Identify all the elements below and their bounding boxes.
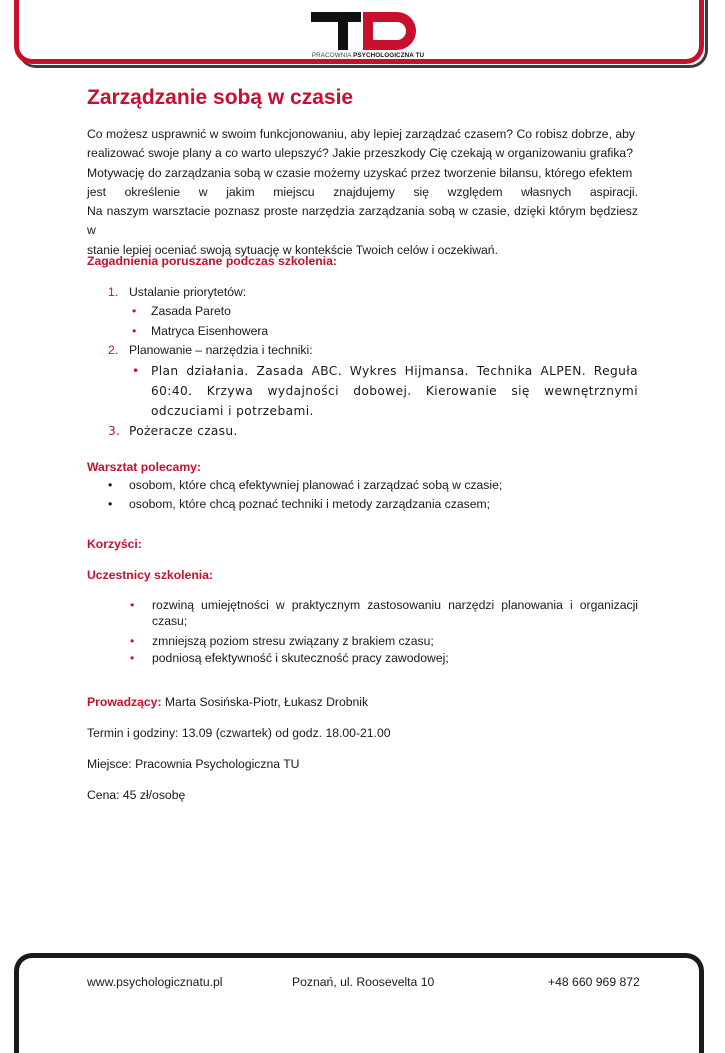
list-subitem: • Matryca Eisenhowera bbox=[108, 322, 648, 341]
topics-heading: Zagadnienia poruszane podczas szkolenia: bbox=[87, 254, 337, 268]
bullet-icon: • bbox=[108, 497, 113, 512]
place: Miejsce: Pracownia Psychologiczna TU bbox=[87, 757, 300, 771]
bullet-icon: • bbox=[132, 323, 137, 338]
bullet-icon: • bbox=[132, 304, 137, 319]
intro-line: Co możesz usprawnić w swoim funkcjonowaniu, aby lepiej zarządzać czasem? Co robisz dobrze, aby bbox=[87, 127, 636, 141]
date-time: Termin i godziny: 13.09 (czwartek) od godz. 18.00-21.00 bbox=[87, 726, 391, 740]
intro-line: stanie lepiej oceniać swoją sytuację w kontekście Twoich celów i oczekiwań. bbox=[87, 242, 498, 257]
recommend-list bbox=[108, 476, 648, 515]
list-item: • podniosą efektywność i skuteczność pracy zawodowej; bbox=[130, 651, 449, 665]
participants-heading: Uczestnicy szkolenia: bbox=[87, 568, 213, 582]
list-item: • rozwiną umiejętności w praktycznym zastosowaniu narzędzi planowania i organizacji czasu; bbox=[130, 598, 638, 628]
bullet-icon: • bbox=[108, 478, 113, 492]
intro-line: Motywację do zarządzania sobą w czasie możemy uzyskać przez tworzenie bilansu, którego efektem bbox=[87, 165, 633, 180]
list-subitem: • Zasada Pareto bbox=[108, 302, 648, 321]
list-item: 3. Pożeracze czasu. bbox=[108, 424, 238, 439]
logo-text: PRACOWNIA PSYCHOLOGICZNA TU bbox=[311, 52, 425, 59]
bullet-icon: • bbox=[132, 364, 140, 379]
list-subitem: • Plan działania. Zasada ABC. Wykres Hijmansa. Technika ALPEN. Reguła 60:40. Krzywa wydajności dobowej. Kierowanie się wewnętrznymi odczuciami i potrzebami. bbox=[108, 361, 648, 421]
bullet-icon: • bbox=[130, 598, 135, 612]
leaders: Prowadzący: Marta Sosińska-Piotr, Łukasz Drobnik bbox=[87, 695, 369, 709]
footer-phone[interactable]: +48 660 969 872 bbox=[548, 975, 640, 989]
list-item: • osobom, które chcą efektywniej planować i zarządzać sobą w czasie; bbox=[108, 476, 648, 495]
intro-paragraph bbox=[87, 125, 638, 260]
intro-line: Na naszym warsztacie poznasz proste narzędzia zarządzania sobą w czasie, dzięki którym będziesz w bbox=[87, 204, 638, 238]
footer-website[interactable]: www.psychologicznatu.pl bbox=[87, 975, 223, 989]
intro-line: realizować swoje plany a co warto ulepszyć? Jakie przeszkody Cię czekają w organizowaniu grafika? bbox=[87, 146, 633, 161]
bullet-icon: • bbox=[130, 634, 135, 648]
benefits-heading: Korzyści: bbox=[87, 537, 142, 551]
topics-list bbox=[108, 283, 648, 441]
footer-address: Poznań, ul. Roosevelta 10 bbox=[292, 975, 435, 989]
list-item: 1. Ustalanie priorytetów: bbox=[108, 285, 247, 299]
list-item: • osobom, które chcą poznać techniki i metody zarządzania czasem; bbox=[108, 495, 648, 514]
list-item: • zmniejszą poziom stresu związany z brakiem czasu; bbox=[130, 634, 434, 648]
footer-frame bbox=[14, 953, 704, 1053]
bullet-icon: • bbox=[130, 651, 135, 665]
recommend-heading: Warsztat polecamy: bbox=[87, 460, 202, 474]
logo bbox=[308, 6, 428, 62]
page-title: Zarządzanie sobą w czasie bbox=[87, 86, 354, 109]
price: Cena: 45 zł/osobę bbox=[87, 788, 186, 802]
list-item: 2. Planowanie – narzędzia i techniki: bbox=[108, 342, 313, 357]
tu-logo-icon bbox=[311, 6, 425, 50]
benefits-list bbox=[130, 597, 638, 667]
intro-line: jest określenie w jakim miejscu znajdujemy się względem własnych aspiracji. bbox=[87, 184, 638, 199]
